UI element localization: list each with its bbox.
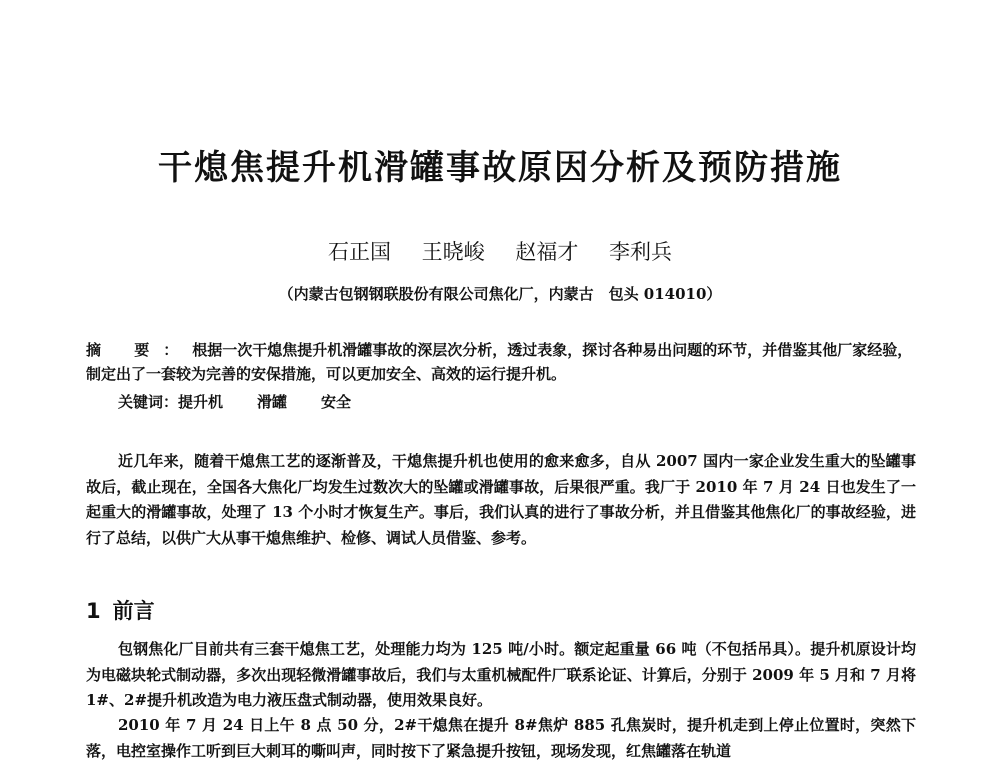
author-name: 石正国 <box>327 240 391 264</box>
abstract-label: 摘 要： <box>86 341 193 359</box>
keywords-label: 关键词： <box>118 393 179 411</box>
section-title: 前言 <box>112 599 155 623</box>
keyword: 提升机 <box>178 393 224 411</box>
abstract-text: 根据一次干熄焦提升机滑罐事故的深层次分析，透过表象，探讨各种易出问题的环节，并借鉴其他厂家经验，制定出了一套较为完善的安保措施，可以更加安全、高效的运行提升机。 <box>86 341 913 383</box>
section-number: 1 <box>86 599 101 623</box>
keyword: 滑罐 <box>257 393 288 411</box>
paper-title: 干熄焦提升机滑罐事故原因分析及预防措施 <box>158 148 842 188</box>
affiliation: （内蒙古包钢钢联股份有限公司焦化厂，内蒙古 包头 014010） <box>278 285 722 303</box>
author-name: 李利兵 <box>609 240 673 264</box>
author-name: 赵福才 <box>515 240 579 264</box>
keyword: 安全 <box>321 393 352 411</box>
body-paragraph: 包钢焦化厂目前共有三套干熄焦工艺，处理能力均为 125 吨/小时。额定起重量 66 吨（不包括吊具）。提升机原设计均为电磁块轮式制动器，多次出现轻微滑罐事故后，我们与太重机械配件厂联系论证、计算后，分别于 2009 年 5 月和 7 月将 1#、2#提升机改造为电力液压盘式制动器，使用效果良好。 <box>86 640 916 709</box>
section-heading <box>86 595 155 625</box>
keywords <box>118 391 908 412</box>
intro-paragraph: 近几年来，随着干熄焦工艺的逐渐普及，干熄焦提升机也使用的愈来愈多，自从 2007 国内一家企业发生重大的坠罐事故后，截止现在，全国各大焦化厂均发生过数次大的坠罐或滑罐事故，后果很严重。我厂于 2010 年 7 月 24 日也发生了一起重大的滑罐事故，处理了 13 个小时才恢复生产。事后，我们认真的进行了事故分析，并且借鉴其他焦化厂的事故经验，进行了总结，以供广大从事干熄焦维护、检修、调试人员借鉴、参考。 <box>86 452 916 547</box>
abstract <box>86 338 916 386</box>
author-name: 王晓峻 <box>421 240 485 264</box>
body-paragraph: 2010 年 7 月 24 日上午 8 点 50 分，2#干熄焦在提升 8#焦炉 885 孔焦炭时，提升机走到上停止位置时，突然下落，电控室操作工听到巨大刺耳的嘶叫声，同时按下了紧急提升按钮，现场发现，红焦罐落在轨道 <box>86 716 916 760</box>
author-list <box>0 236 1000 266</box>
